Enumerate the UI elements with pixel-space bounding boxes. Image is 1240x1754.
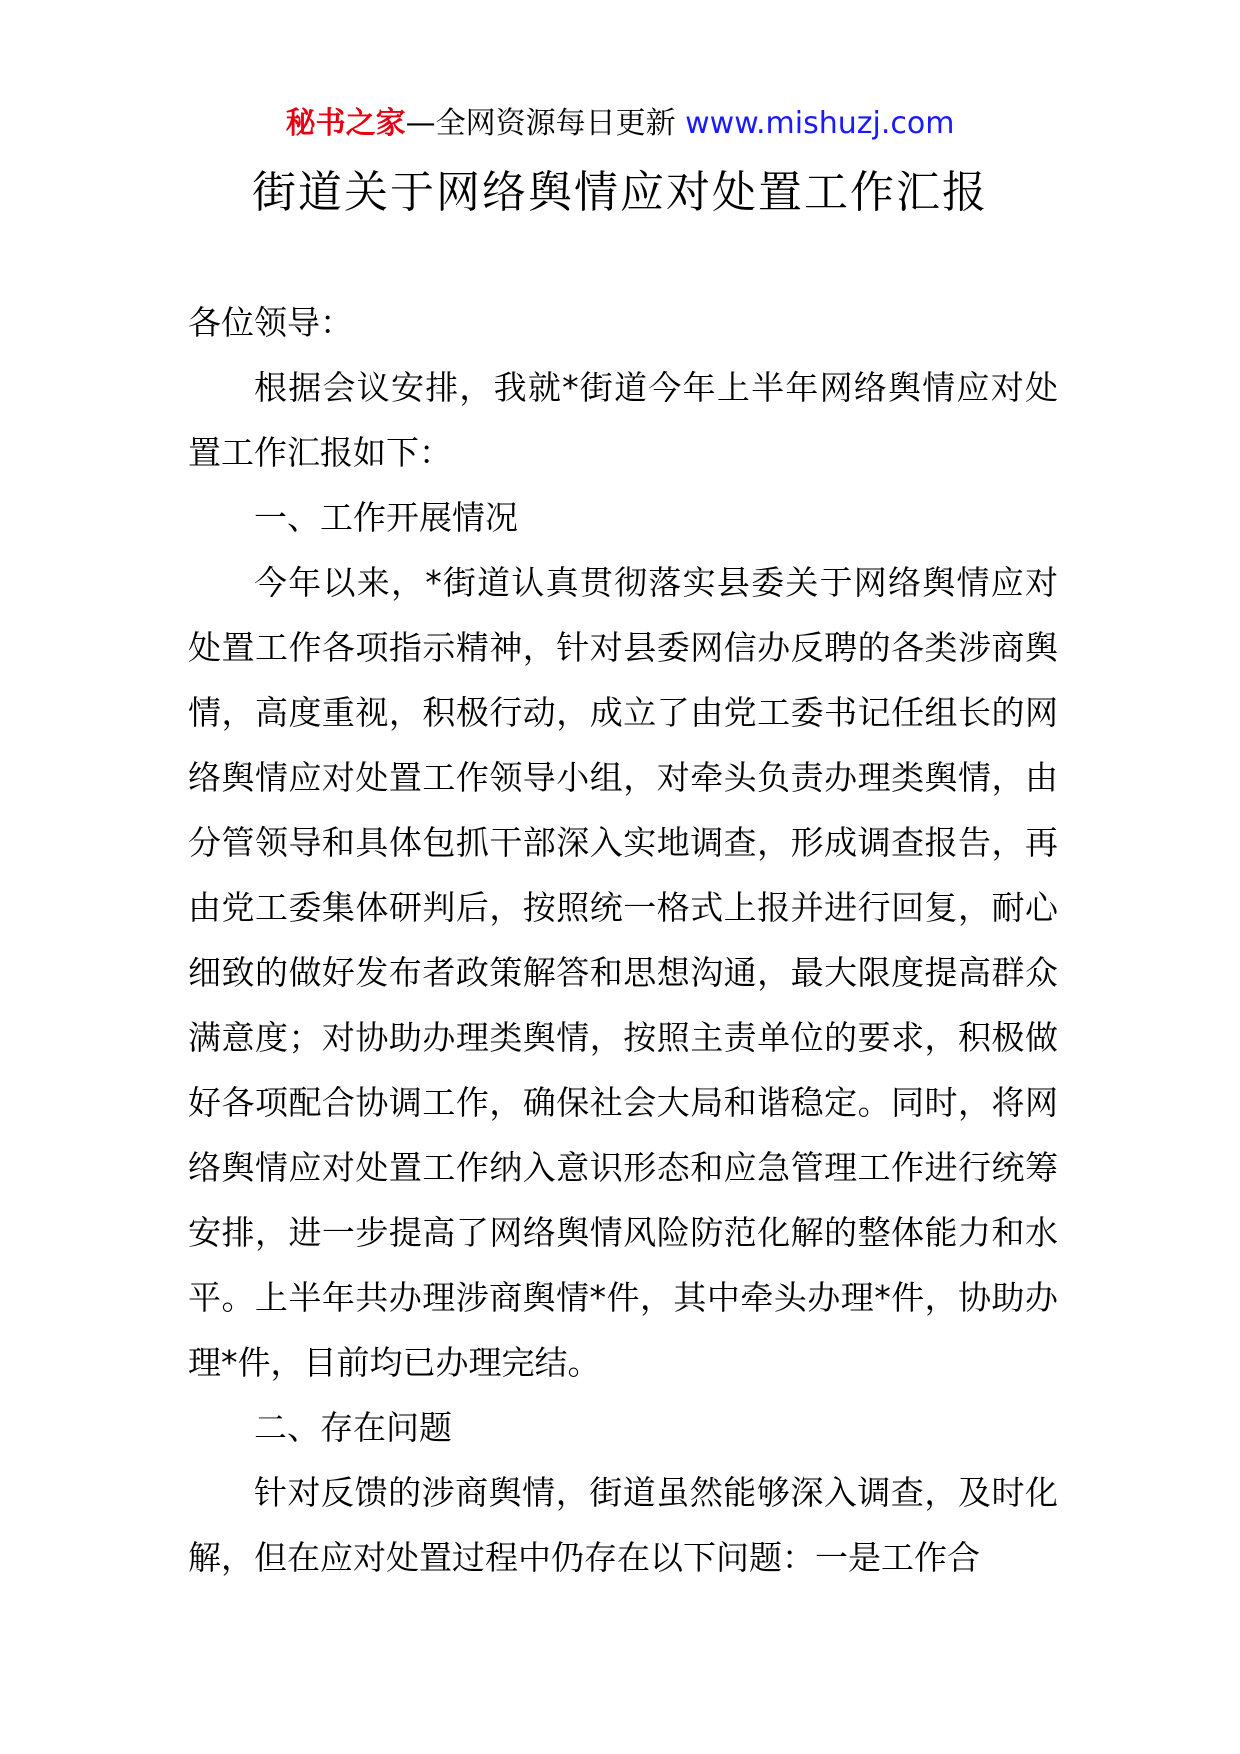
document-title: 街道关于网络舆情应对处置工作汇报 xyxy=(252,167,988,218)
section-paragraph-1: 今年以来，*街道认真贯彻落实县委关于网络舆情应对处置工作各项指示精神，针对县委网信办反聘的各类涉商舆情，高度重视，积极行动，成立了由党工委书记任组长的网络舆情应对处置工作领导小组，对牵头负责办理类舆情，由分管领导和具体包抓干部深入实地调查，形成调查报告，再由党工委集体研判后，按照统一格式上报并进行回复，耐心细致的做好发布者政策解答和思想沟通，最大限度提高群众满意度；对协助办理类舆情，按照主责单位的要求，积极做好各项配合协调工作，确保社会大局和谐稳定。同时，将网络舆情应对处置工作纳入意识形态和应急管理工作进行统筹安排，进一步提高了网络舆情风险防范化解的整体能力和水平。上半年共办理涉商舆情*件，其中牵头办理*件，协助办理*件，目前均已办理完结。 xyxy=(188,563,1058,1382)
header-banner xyxy=(0,104,1240,144)
site-url-link[interactable]: www.mishuzj.com xyxy=(685,106,955,141)
section-heading-2: 二、存在问题 xyxy=(254,1408,452,1447)
section-paragraph-2: 针对反馈的涉商舆情，街道虽然能够深入调查，及时化解，但在应对处置过程中仍存在以下问题：一是工作合 xyxy=(188,1473,1058,1577)
banner-slogan: —全网资源每日更新 xyxy=(405,106,686,141)
section-heading-1: 一、工作开展情况 xyxy=(254,498,518,537)
intro-paragraph: 根据会议安排，我就*街道今年上半年网络舆情应对处置工作汇报如下： xyxy=(188,368,1058,472)
brand-name: 秘书之家 xyxy=(285,106,406,141)
salutation: 各位领导： xyxy=(188,303,353,342)
document-body xyxy=(188,290,1058,1590)
